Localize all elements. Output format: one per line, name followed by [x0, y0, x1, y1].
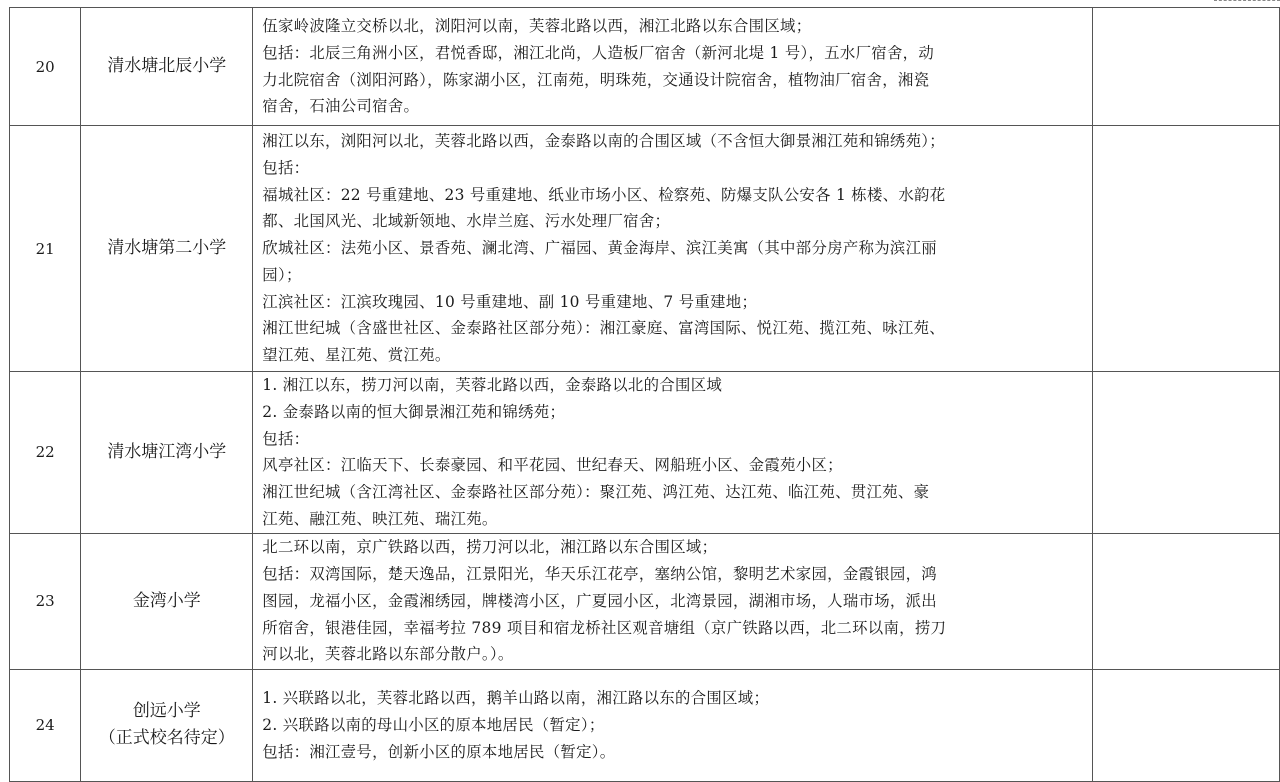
zone-text-line: 湘江世纪城（含江湾社区、金泰路社区部分苑）：聚江苑、鸿江苑、达江苑、临江苑、贯江苑、豪 [262, 483, 930, 502]
school-name-line: （正式校名待定） [98, 728, 235, 749]
remarks-cell [1092, 372, 1279, 534]
school-name [81, 126, 253, 372]
school-name-line: 清水塘第二小学 [107, 238, 227, 258]
row-number: 20 [10, 8, 81, 126]
zone-description [253, 126, 1093, 372]
zone-text-line: 园）； [262, 265, 302, 284]
zone-text-line: 2. 兴联路以南的母山小区的原本地居民（暂定）； [262, 715, 605, 734]
zone-text-line: 欣城社区：法苑小区、景香苑、澜北湾、广福园、黄金海岸、滨江美寓（其中部分房产称为滨江丽 [262, 239, 937, 258]
school-name [81, 372, 253, 534]
zone-text-line: 包括： [262, 429, 310, 448]
school-name-line: 清水塘北辰小学 [107, 56, 227, 76]
school-name [81, 533, 253, 669]
table-row [10, 8, 1280, 126]
remarks-cell [1092, 8, 1279, 126]
zone-text-line: 江苑、融江苑、映江苑、瑞江苑。 [262, 509, 498, 528]
table-row [10, 669, 1280, 781]
zone-text-line: 包括：湘江壹号，创新小区的原本地居民（暂定）。 [262, 742, 616, 761]
zone-text-line: 河以北，芙蓉北路以东部分散户。）。 [262, 645, 514, 664]
school-name [81, 669, 253, 781]
remarks-cell [1092, 669, 1279, 781]
remarks-cell [1092, 126, 1279, 372]
row-number: 22 [10, 372, 81, 534]
zone-text-line: 1. 兴联路以北，芙蓉北路以西，鹅羊山路以南，湘江路以东的合围区域； [262, 689, 770, 708]
school-name-line: 创远小学 [132, 701, 201, 722]
zone-text-line: 伍家岭波隆立交桥以北，浏阳河以南，芙蓉北路以西，湘江北路以东合围区域； [262, 16, 812, 35]
zone-text-line: 图园，龙福小区，金霞湘绣园，牌楼湾小区，广夏园小区，北湾景园，湖湘市场，人瑞市场，派出 [262, 591, 937, 610]
zone-text-line: 包括：双湾国际，楚天逸品，江景阳光，华天乐江花亭，塞纳公馆，黎明艺术家园，金霞银园，鸿 [262, 565, 937, 584]
table-row [10, 372, 1280, 534]
table-row [10, 126, 1280, 372]
table-body [10, 8, 1280, 782]
row-number: 24 [10, 669, 81, 781]
zone-text-line: 包括：北辰三角洲小区，君悦香邸，湘江北尚，人造板厂宿舍（新河北堤 1 号），五水厂宿舍，动 [262, 43, 935, 62]
zone-text-line: 宿舍，石油公司宿舍。 [262, 97, 420, 116]
zone-description [253, 669, 1093, 781]
school-zone-table [9, 7, 1280, 782]
row-number: 23 [10, 533, 81, 669]
remarks-cell [1092, 533, 1279, 669]
zone-text-line: 力北院宿舍（浏阳河路），陈家湖小区，江南苑，明珠苑，交通设计院宿舍，植物油厂宿舍，湘瓷 [262, 70, 930, 89]
zone-text-line: 1. 湘江以东，捞刀河以南，芙蓉北路以西，金泰路以北的合围区域 [262, 376, 723, 394]
zone-description [253, 372, 1093, 534]
zone-description [253, 533, 1093, 669]
page-edge-line [1214, 0, 1280, 3]
zone-text-line: 江滨社区：江滨玫瑰园、10 号重建地、副 10 号重建地、7 号重建地； [262, 292, 758, 311]
school-name-line: 金湾小学 [132, 590, 201, 611]
zone-description [253, 8, 1093, 126]
zone-text-line: 福城社区：22 号重建地、23 号重建地、纸业市场小区、检察苑、防爆支队公安各 1 栋楼、水韵花 [262, 185, 946, 204]
zone-text-line: 所宿舍，银港佳园，幸福考拉 789 项目和宿龙桥社区观音塘组（京广铁路以西，北二环以南，捞刀 [262, 618, 947, 637]
zone-text-line: 风亭社区：江临天下、长泰豪园、和平花园、世纪春天、网船班小区、金霞苑小区； [262, 456, 843, 475]
zone-text-line: 都、北国风光、北域新领地、水岸兰庭、污水处理厂宿舍； [262, 212, 671, 231]
zone-text-line: 包括： [262, 158, 310, 177]
school-name [81, 8, 253, 126]
zone-text-line: 望江苑、星江苑、赏江苑。 [262, 346, 451, 365]
school-name-line: 清水塘江湾小学 [107, 441, 227, 462]
table-row [10, 533, 1280, 669]
zone-text-line: 湘江世纪城（含盛世社区、金泰路社区部分苑）：湘江豪庭、富湾国际、悦江苑、揽江苑、咏江苑、 [262, 319, 945, 338]
zone-text-line: 北二环以南，京广铁路以西，捞刀河以北，湘江路以东合围区域； [262, 538, 718, 557]
zone-text-line: 湘江以东，浏阳河以北，芙蓉北路以西，金泰路以南的合围区域（不含恒大御景湘江苑和锦绣苑）； [262, 131, 945, 150]
row-number: 21 [10, 126, 81, 372]
zone-text-line: 2. 金泰路以南的恒大御景湘江苑和锦绣苑； [262, 402, 566, 421]
